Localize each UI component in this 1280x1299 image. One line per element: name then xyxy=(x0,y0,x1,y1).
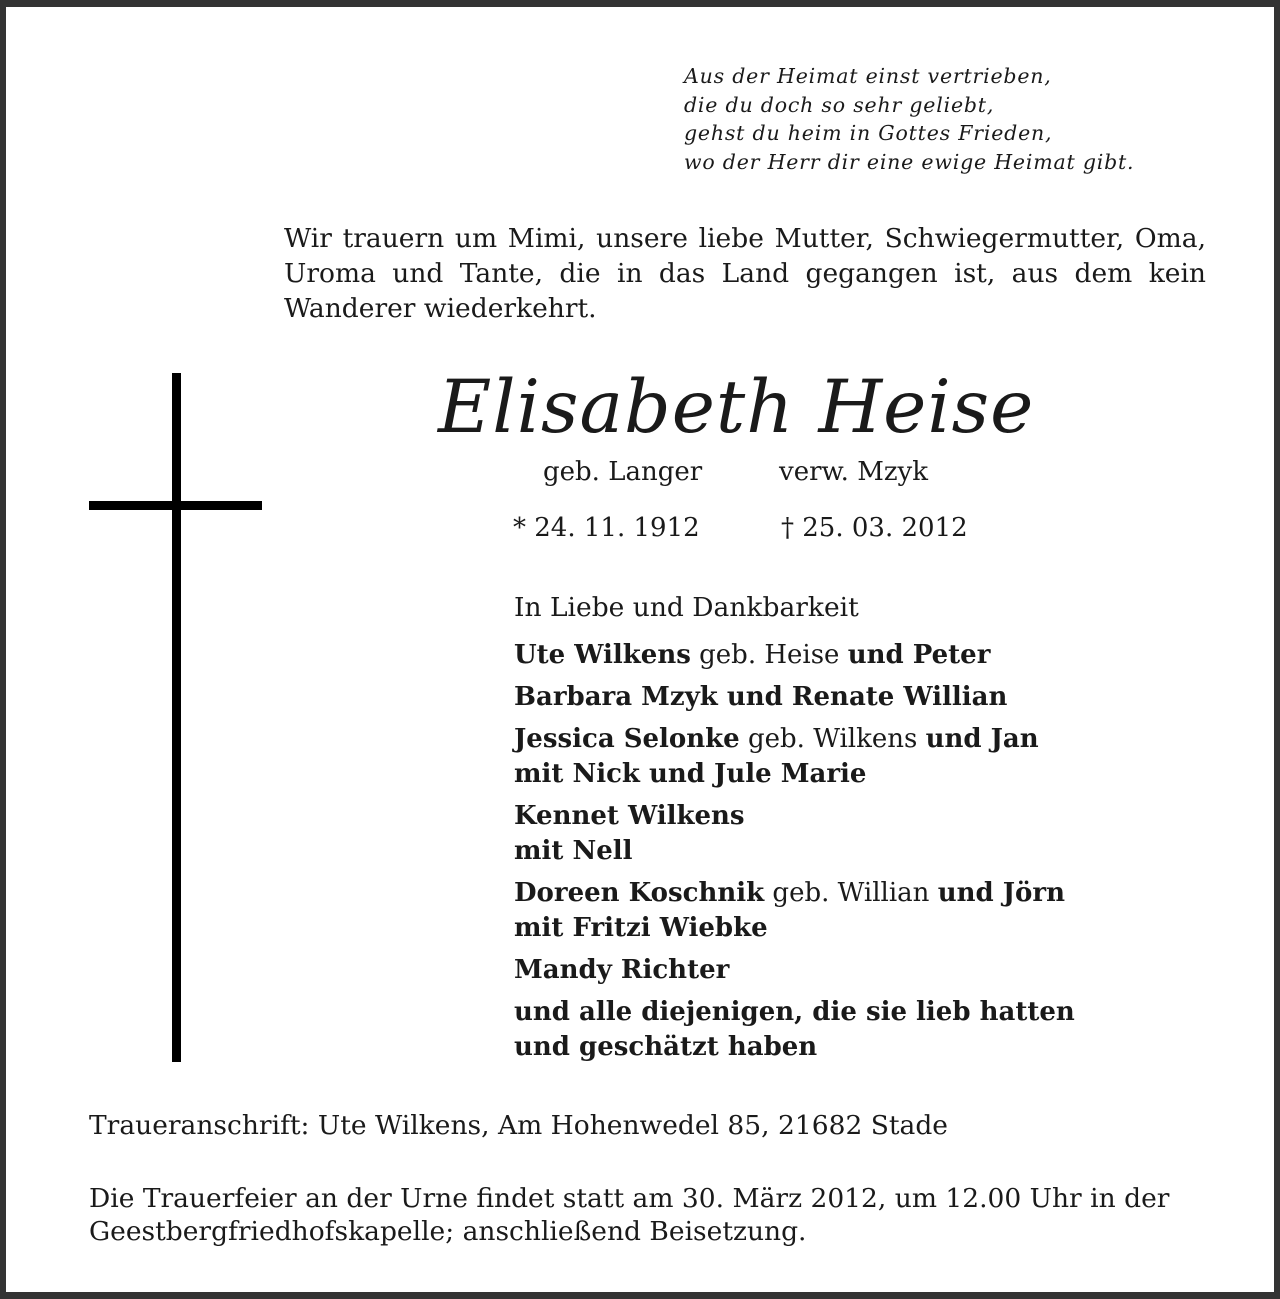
family-name-bold: mit Nell xyxy=(514,836,633,866)
poem-verse xyxy=(684,62,1134,176)
cross-icon-vertical-beam xyxy=(172,373,181,1062)
family-entry xyxy=(514,995,1075,1065)
poem-line: Aus der Heimat einst vertrieben, xyxy=(684,64,1052,88)
family-entry-line xyxy=(514,995,1075,1030)
family-name-bold: Kennet Wilkens xyxy=(514,801,745,831)
family-name-note: geb. Wilkens xyxy=(739,724,926,754)
family-entry-line xyxy=(514,722,1075,757)
family-entry-line xyxy=(514,876,1075,911)
family-entry xyxy=(514,876,1075,946)
mourning-address: Traueranschrift: Ute Wilkens, Am Hohenwedel 85, 21682 Stade xyxy=(89,1110,948,1141)
family-entry-line xyxy=(514,638,1075,673)
family-name-bold: Jessica Selonke xyxy=(514,724,740,754)
family-name-bold: Ute Wilkens xyxy=(514,640,691,670)
mourning-intro-text: Wir trauern um Mimi, unsere liebe Mutter, Schwiegermutter, Oma, Uroma und Tante, die in das Land gegangen ist, aus dem kein Wanderer wiederkehrt. xyxy=(284,223,1206,324)
family-entry-line xyxy=(514,757,1075,792)
family-name-bold: und alle diejenigen, die sie lieb hatten xyxy=(514,997,1075,1027)
poem-line: die du doch so sehr geliebt, xyxy=(684,92,995,117)
birth-date: * 24. 11. 1912 xyxy=(513,513,700,543)
family-name-bold: Barbara Mzyk und Renate Willian xyxy=(514,682,1008,712)
family-entry xyxy=(514,799,1075,869)
family-entry xyxy=(514,638,1075,673)
family-name-bold: und Peter xyxy=(847,640,991,670)
family-entry-line xyxy=(514,953,1075,988)
widowed-name: verw. Mzyk xyxy=(779,457,928,487)
family-name-bold: und Jan xyxy=(925,724,1039,754)
poem-line: wo der Herr dir eine ewige Heimat gibt. xyxy=(684,149,1135,174)
birth-name: geb. Langer xyxy=(543,457,703,487)
family-name-note: geb. Willian xyxy=(764,878,938,908)
ceremony-info: Die Trauerfeier an der Urne findet statt am 30. März 2012, um 12.00 Uhr in der Geestbergfriedhofskapelle; anschließend Beisetzung. xyxy=(89,1183,1170,1247)
family-name-bold: und Jörn xyxy=(937,878,1065,908)
family-name-bold: mit Nick und Jule Marie xyxy=(514,759,867,789)
family-name-note: geb. Heise xyxy=(690,640,848,670)
family-entry-line xyxy=(514,834,1075,869)
family-intro: In Liebe und Dankbarkeit xyxy=(514,592,859,623)
cross-icon-horizontal-beam xyxy=(89,501,262,510)
deceased-name: Elisabeth Heise xyxy=(438,365,1035,450)
family-entry xyxy=(514,680,1075,715)
family-name-bold: und geschätzt haben xyxy=(514,1032,818,1062)
family-entry-line xyxy=(514,911,1075,946)
family-name-bold: mit Fritzi Wiebke xyxy=(514,913,768,943)
family-entry xyxy=(514,722,1075,792)
poem-line: gehst du heim in Gottes Frieden, xyxy=(684,121,1053,145)
family-entry xyxy=(514,953,1075,988)
family-entry-line xyxy=(514,799,1075,834)
family-name-bold: Mandy Richter xyxy=(514,955,730,985)
death-date: † 25. 03. 2012 xyxy=(781,513,968,543)
family-entry-line xyxy=(514,680,1075,715)
family-list xyxy=(514,638,1075,1072)
family-entry-line xyxy=(514,1030,1075,1065)
family-name-bold: Doreen Koschnik xyxy=(514,878,765,908)
